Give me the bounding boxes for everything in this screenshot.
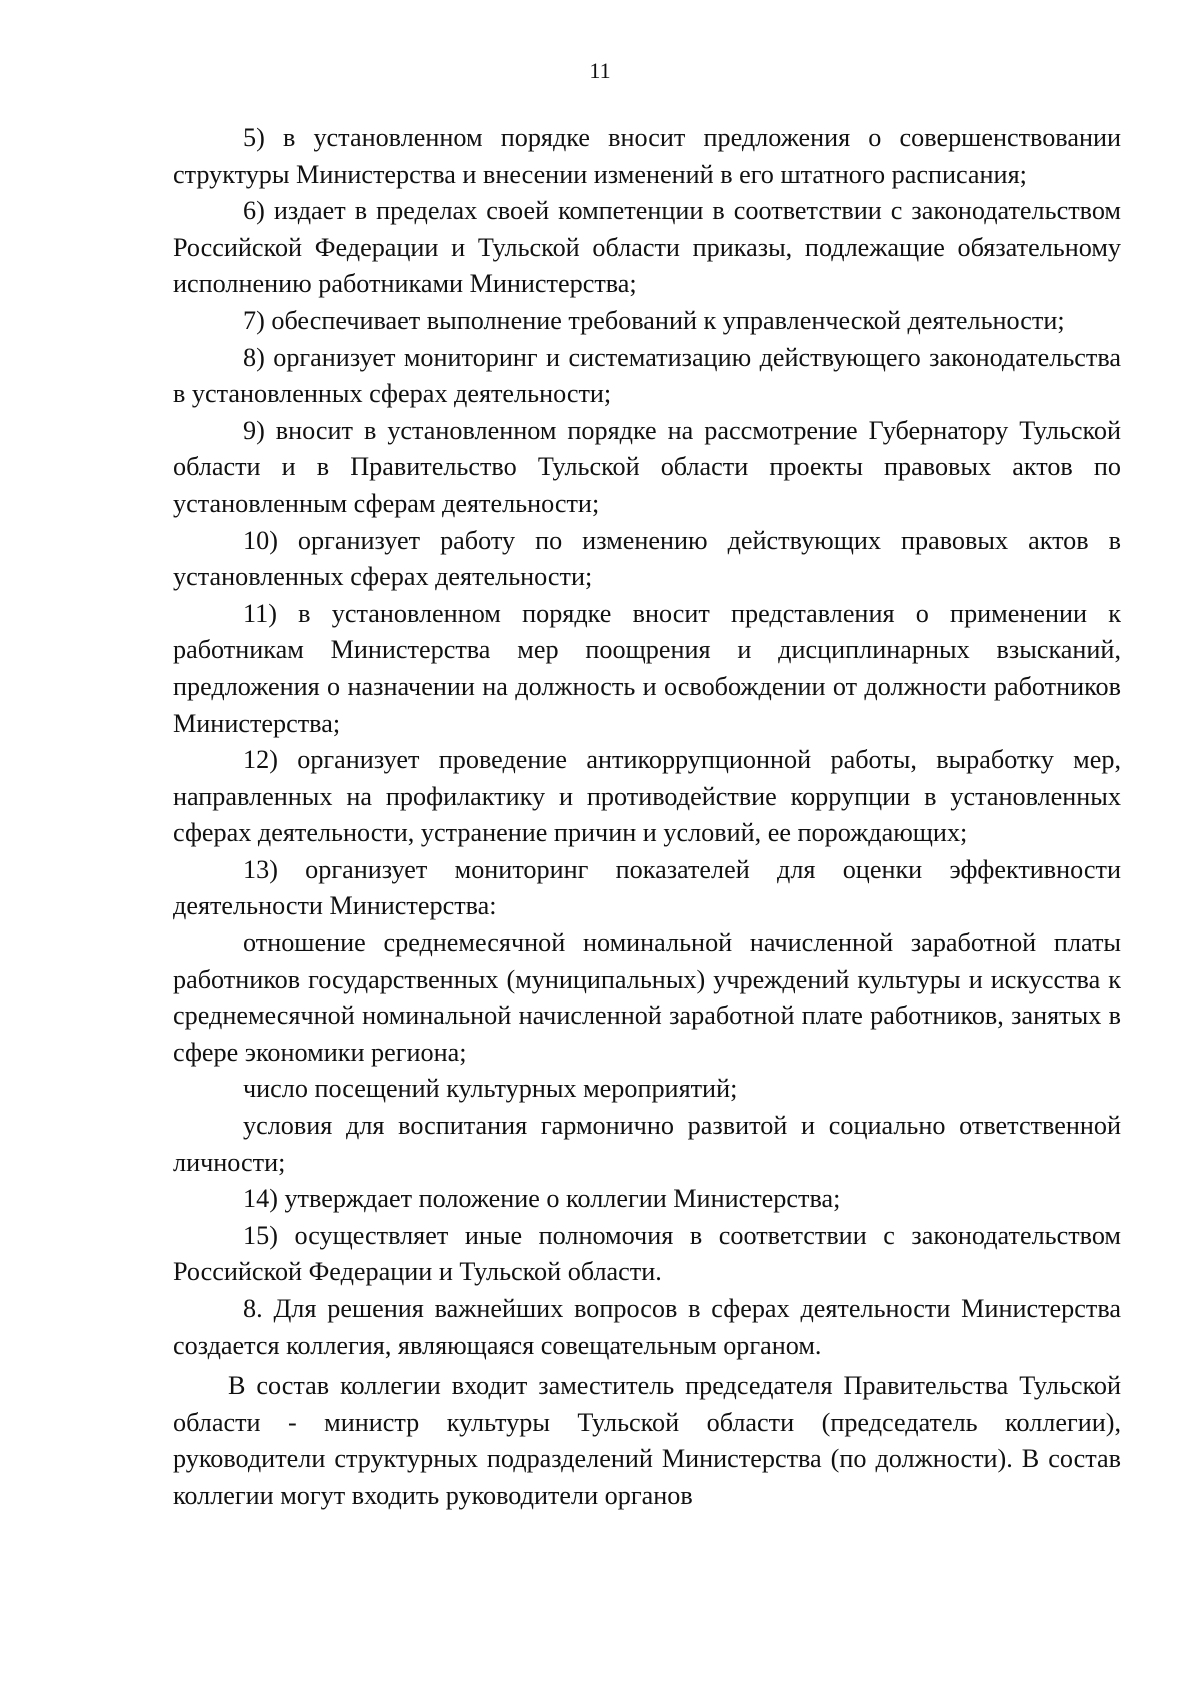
page-number: 11: [589, 58, 611, 83]
paragraph-item-12: 12) организует проведение антикоррупционной работы, выработку мер, направленных на профилактику и противодействие коррупции в установленных сферах деятельности, устранение причин и условий, ее порождающих;: [173, 745, 1121, 848]
paragraph-item-11: 11) в установленном порядке вносит представления о применении к работникам Министерства мер поощрения и дисциплинарных взысканий, предложения о назначении на должность и освобождении от должности работников Министерства;: [173, 598, 1121, 738]
paragraph-item-6: 6) издает в пределах своей компетенции в соответствии с законодательством Российской Федерации и Тульской области приказы, подлежащие обязательному исполнению работниками Министерства;: [173, 196, 1121, 299]
paragraph-item-8: 8) организует мониторинг и систематизацию действующего законодательства в установленных сферах деятельности;: [173, 342, 1121, 409]
paragraph-collegium-composition: В состав коллегии входит заместитель председателя Правительства Тульской области - министр культуры Тульской области (председатель коллегии), руководители структурных подразделений Министерства (по должности). В состав коллегии могут входить руководители органов: [173, 1371, 1121, 1510]
paragraph-item-9: 9) вносит в установленном порядке на рассмотрение Губернатору Тульской области и в Правительство Тульской области проекты правовых актов по установленным сферам деятельности;: [173, 415, 1121, 518]
paragraph-item-10: 10) организует работу по изменению действующих правовых актов в установленных сферах деятельности;: [173, 525, 1121, 592]
paragraph-item-7: 7) обеспечивает выполнение требований к управленческой деятельности;: [243, 305, 1065, 335]
document-body: [173, 120, 1121, 1515]
paragraph-item-5: 5) в установленном порядке вносит предложения о совершенствовании структуры Министерства и внесении изменений в его штатного расписания;: [173, 123, 1121, 189]
paragraph-indicator-salary: отношение среднемесячной номинальной начисленной заработной платы работников государственных (муниципальных) учреждений культуры и искусства к среднемесячной номинальной начисленной заработной плате работников, занятых в сфере экономики региона;: [173, 928, 1121, 1067]
paragraph-item-15: 15) осуществляет иные полномочия в соответствии с законодательством Российской Федерации и Тульской области.: [173, 1220, 1121, 1287]
paragraph-item-13: 13) организует мониторинг показателей для оценки эффективности деятельности Министерства:: [173, 854, 1121, 921]
paragraph-indicator-upbringing: условия для воспитания гармонично развитой и социально ответственной личности;: [173, 1111, 1121, 1177]
paragraph-item-14: 14) утверждает положение о коллегии Министерства;: [243, 1184, 841, 1214]
paragraph-indicator-visits: число посещений культурных мероприятий;: [243, 1074, 738, 1104]
paragraph-section-8: 8. Для решения важнейших вопросов в сферах деятельности Министерства создается коллегия, являющаяся совещательным органом.: [173, 1294, 1121, 1360]
